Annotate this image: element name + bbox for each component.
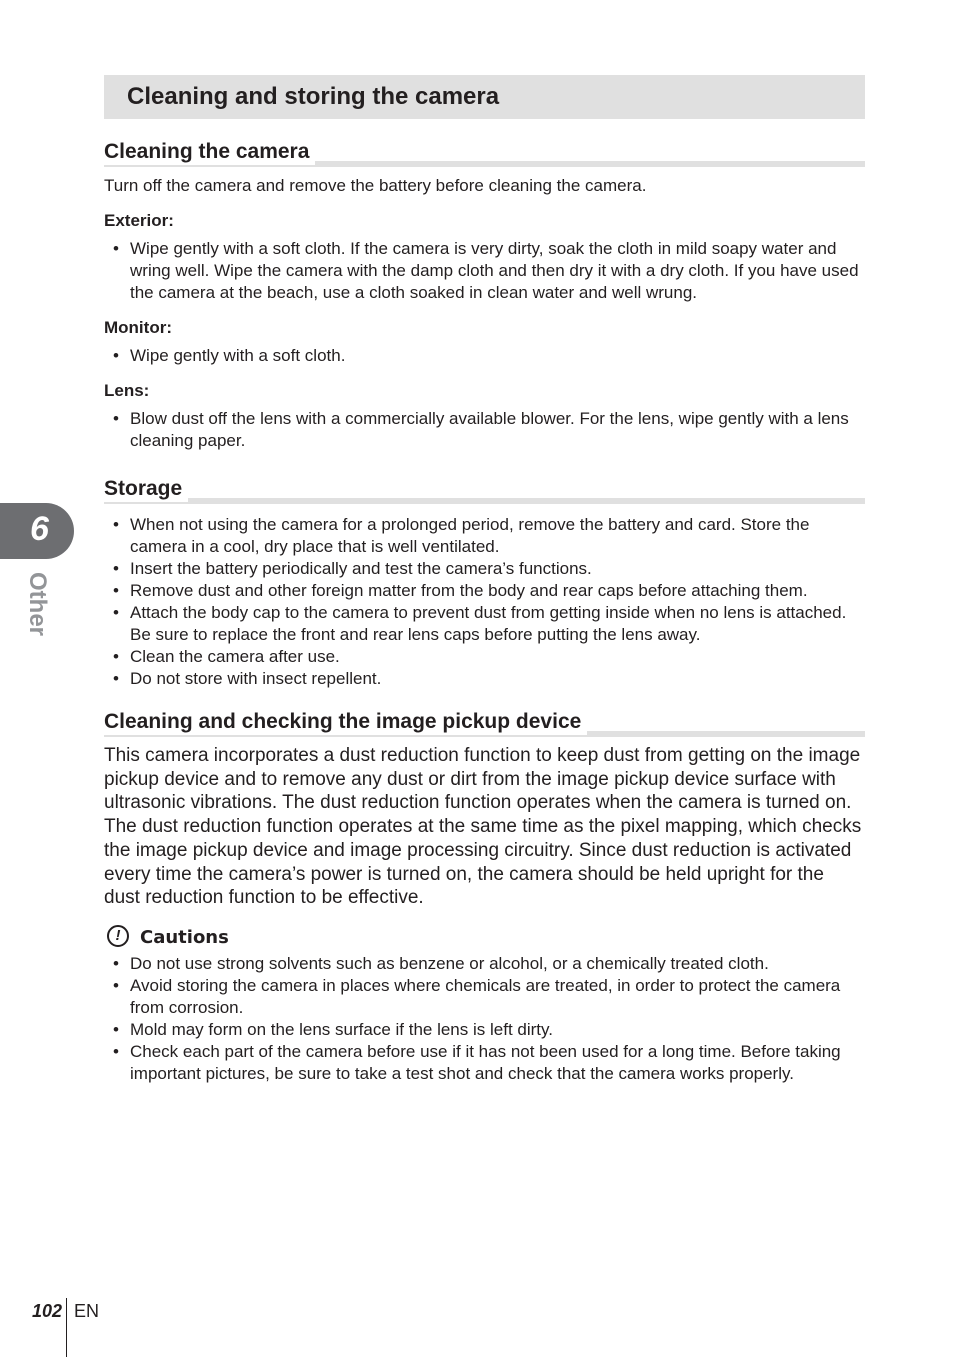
pickup-heading: Cleaning and checking the image pickup device [104, 708, 587, 735]
caution-icon: ! [107, 925, 129, 947]
language-code: EN [74, 1301, 100, 1321]
chapter-tab [0, 503, 74, 559]
list-item: • Clean the camera after use. [104, 646, 865, 668]
section-heading-pickup [104, 710, 865, 737]
exterior-label: Exterior: [104, 211, 174, 230]
cautions-label: Cautions [140, 926, 229, 948]
monitor-label: Monitor: [104, 318, 172, 337]
page-title-bar [104, 75, 865, 119]
list-item: • Blow dust off the lens with a commercially available blower. For the lens, wipe gently with a lens cleaning paper. [104, 408, 865, 452]
storage-heading: Storage [104, 475, 188, 502]
list-item: • Wipe gently with a soft cloth. [104, 345, 865, 367]
monitor-list [104, 345, 865, 367]
page-content [104, 140, 865, 1085]
lens-label: Lens: [104, 381, 150, 400]
cleaning-heading: Cleaning the camera [104, 138, 315, 165]
chapter-number: 6 [30, 510, 49, 548]
list-item: • Mold may form on the lens surface if the lens is left dirty. [104, 1019, 865, 1041]
chapter-label: Other [24, 572, 51, 637]
list-item: • Do not store with insect repellent. [104, 668, 865, 690]
list-item: • When not using the camera for a prolonged period, remove the battery and card. Store the camera in a cool, dry place that is well ventilated. [104, 514, 865, 558]
list-item: • Check each part of the camera before use if it has not been used for a long time. Before taking important pictures, be sure to take a test shot and check that the camera works properly. [104, 1041, 865, 1085]
section-heading-cleaning [104, 140, 865, 167]
list-item: • Attach the body cap to the camera to prevent dust from getting inside when no lens is attached. Be sure to replace the front and rear lens caps before putting the lens away. [104, 602, 865, 646]
cautions-header [104, 923, 865, 953]
list-item: • Remove dust and other foreign matter from the body and rear caps before attaching them. [104, 580, 865, 602]
list-item: • Insert the battery periodically and test the camera’s functions. [104, 558, 865, 580]
pickup-paragraph-1: This camera incorporates a dust reduction function to keep dust from getting on the image pickup device and to remove any dust or dirt from the image pickup device surface with ultrasonic vibrations. The dust reduction function operates when the camera is turned on. [104, 745, 861, 814]
cleaning-intro: Turn off the camera and remove the battery before cleaning the camera. [104, 176, 647, 195]
storage-list [104, 514, 865, 690]
heading-rule [104, 498, 865, 504]
section-heading-storage [104, 477, 865, 504]
lens-list [104, 408, 865, 452]
pickup-paragraph-2: The dust reduction function operates at the same time as the pixel mapping, which checks the image pickup device and image processing circuitry. Since dust reduction is activated every time the camera’s power is turned on, the camera should be held upright for the dust reduction function to be effective. [104, 816, 862, 909]
list-item: • Avoid storing the camera in places where chemicals are treated, in order to protect the camera from corrosion. [104, 975, 865, 1019]
cautions-list [104, 953, 865, 1085]
list-item: • Wipe gently with a soft cloth. If the camera is very dirty, soak the cloth in mild soapy water and wring well. Wipe the camera with the damp cloth and then dry it with a dry cloth. If you have used the camera at the beach, use a cloth soaked in clean water and well wrung. [104, 238, 865, 304]
exterior-list [104, 238, 865, 304]
list-item: • Do not use strong solvents such as benzene or alcohol, or a chemically treated cloth. [104, 953, 865, 975]
footer-divider [66, 1298, 67, 1357]
page-number: 102 [32, 1301, 63, 1321]
chapter-side-label [24, 572, 54, 642]
page-title: Cleaning and storing the camera [127, 83, 500, 110]
